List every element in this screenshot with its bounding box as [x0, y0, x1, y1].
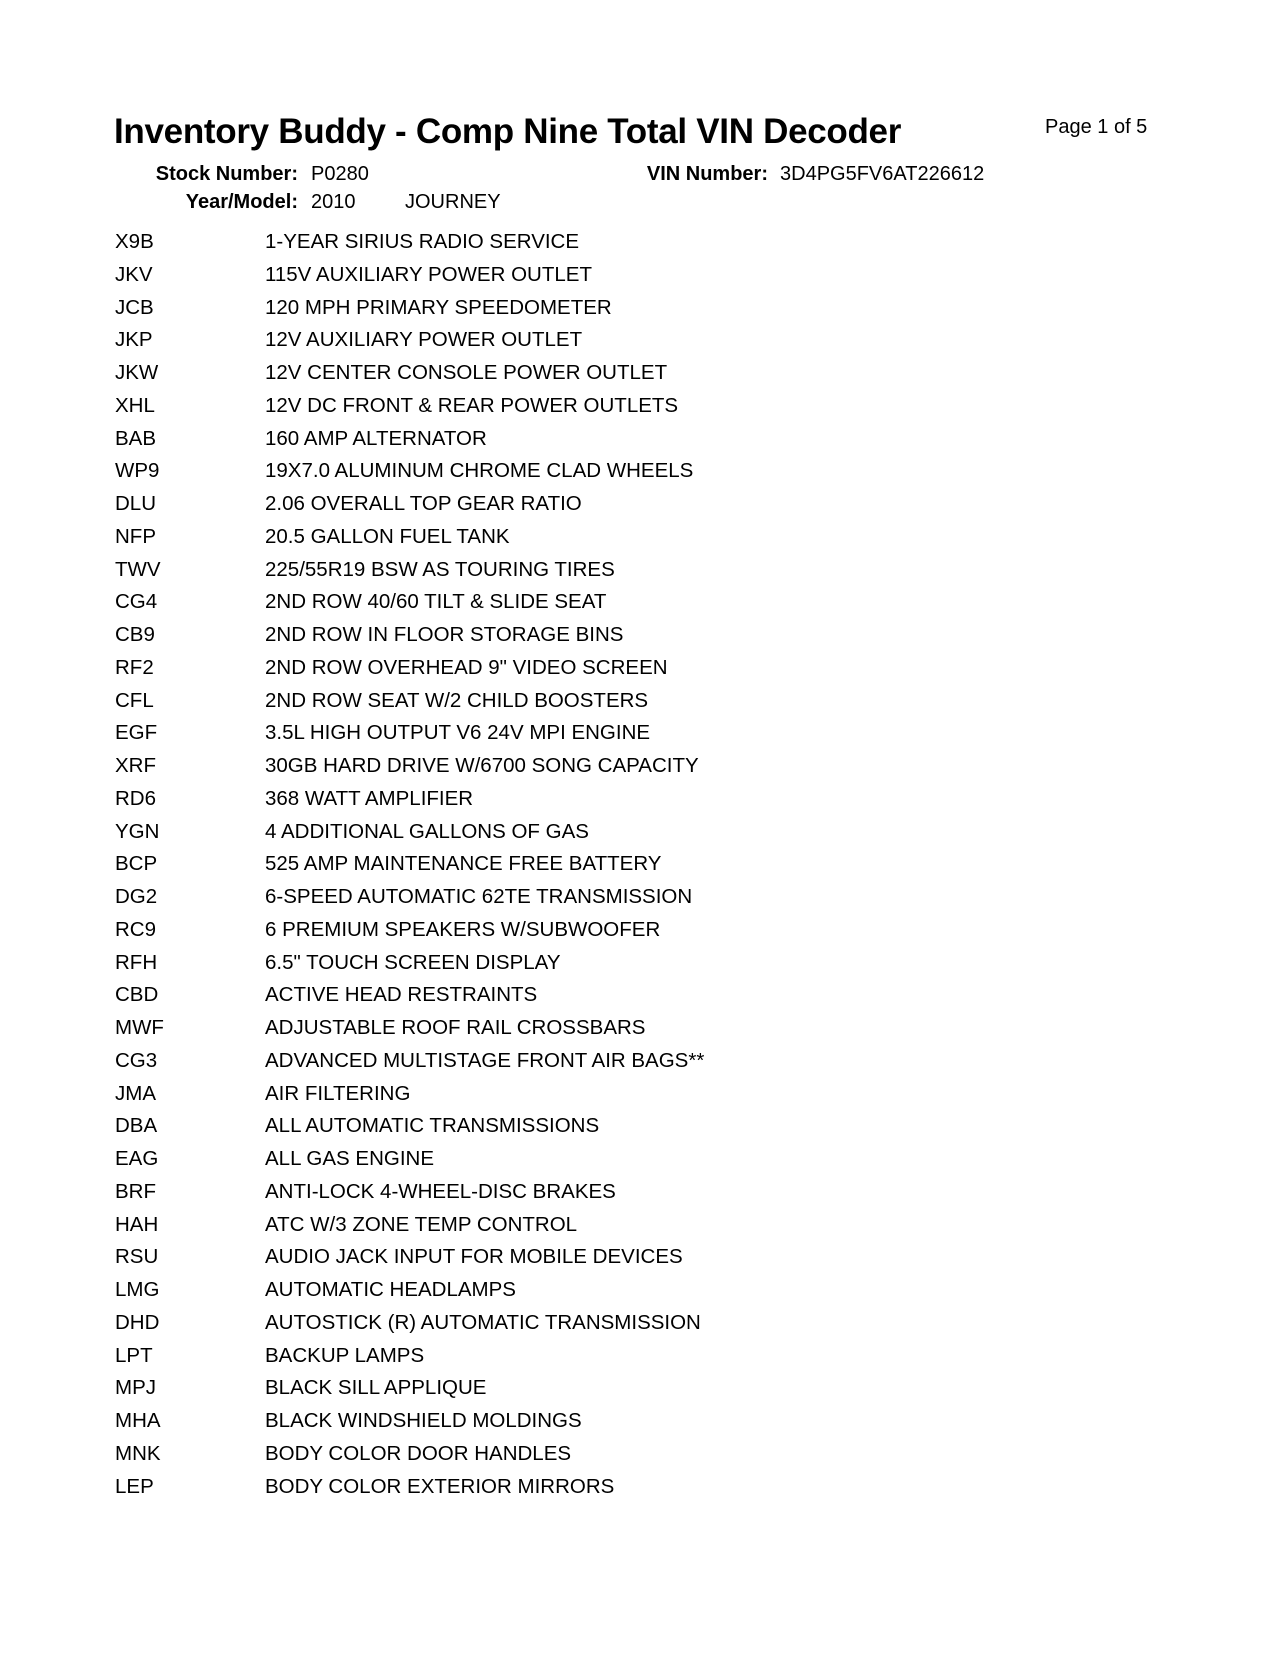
- option-description: 4 ADDITIONAL GALLONS OF GAS: [265, 819, 589, 843]
- option-code: YGN: [115, 819, 160, 843]
- option-description: 2ND ROW SEAT W/2 CHILD BOOSTERS: [265, 688, 649, 712]
- option-row: [115, 1180, 1015, 1213]
- option-description: BACKUP LAMPS: [265, 1343, 425, 1367]
- option-description: BODY COLOR DOOR HANDLES: [265, 1441, 572, 1465]
- option-description: 6-SPEED AUTOMATIC 62TE TRANSMISSION: [265, 885, 693, 908]
- option-code: MHA: [115, 1409, 161, 1432]
- option-code: XRF: [115, 754, 156, 777]
- option-code: JMA: [115, 1081, 156, 1105]
- option-code: CG4: [115, 590, 158, 614]
- option-code: RF2: [115, 655, 154, 679]
- option-code: JKW: [115, 361, 159, 384]
- option-description: 12V DC FRONT & REAR POWER OUTLETS: [265, 393, 679, 417]
- option-row: [115, 918, 1015, 951]
- option-description: BLACK SILL APPLIQUE: [265, 1376, 487, 1400]
- option-code: CBD: [115, 983, 159, 1007]
- option-code: MWF: [115, 1016, 164, 1039]
- option-row: [115, 689, 1015, 722]
- option-row: [115, 1344, 1015, 1377]
- option-code: BRF: [115, 1179, 156, 1203]
- option-description: ADJUSTABLE ROOF RAIL CROSSBARS: [265, 1016, 646, 1039]
- option-row: [115, 1409, 1015, 1442]
- option-code: JKP: [115, 328, 153, 352]
- option-code: LEP: [115, 1474, 154, 1498]
- option-code: CB9: [115, 623, 155, 646]
- option-description: ALL GAS ENGINE: [265, 1147, 434, 1170]
- option-description: BODY COLOR EXTERIOR MIRRORS: [265, 1474, 615, 1498]
- option-row: [115, 394, 1015, 427]
- option-row: [115, 885, 1015, 918]
- option-description: 19X7.0 ALUMINUM CHROME CLAD WHEELS: [265, 459, 694, 483]
- option-code: RC9: [115, 917, 157, 941]
- option-description: ATC W/3 ZONE TEMP CONTROL: [265, 1212, 578, 1236]
- option-code: JKV: [115, 262, 153, 286]
- option-code: X9B: [115, 230, 154, 253]
- option-description: 2.06 OVERALL TOP GEAR RATIO: [265, 492, 582, 515]
- option-row: [115, 1245, 1015, 1278]
- option-code: RSU: [115, 1245, 159, 1269]
- option-row: [115, 296, 1015, 329]
- option-row: [115, 623, 1015, 656]
- option-row: [115, 1082, 1015, 1115]
- option-description: 160 AMP ALTERNATOR: [265, 426, 487, 450]
- option-row: [115, 983, 1015, 1016]
- option-code: CG3: [115, 1048, 158, 1072]
- model-value: JOURNEY: [405, 191, 501, 213]
- option-code: BAB: [115, 426, 157, 450]
- year-value: 2010: [311, 191, 356, 213]
- option-description: AUTOMATIC HEADLAMPS: [265, 1278, 516, 1301]
- option-description: 12V CENTER CONSOLE POWER OUTLET: [265, 361, 668, 384]
- option-description: 3.5L HIGH OUTPUT V6 24V MPI ENGINE: [265, 721, 651, 745]
- option-row: [115, 787, 1015, 820]
- option-row: [115, 721, 1015, 754]
- option-code: HAH: [115, 1212, 159, 1236]
- option-description: ADVANCED MULTISTAGE FRONT AIR BAGS**: [265, 1048, 705, 1072]
- option-code: WP9: [115, 459, 160, 483]
- option-code: DLU: [115, 492, 157, 515]
- option-description: 30GB HARD DRIVE W/6700 SONG CAPACITY: [265, 754, 699, 777]
- vin-number-value: 3D4PG5FV6AT226612: [780, 163, 985, 185]
- option-row: [115, 656, 1015, 689]
- option-code: JCB: [115, 295, 154, 319]
- option-description: 115V AUXILIARY POWER OUTLET: [265, 262, 592, 286]
- option-row: [115, 492, 1015, 525]
- option-description: 368 WATT AMPLIFIER: [265, 786, 474, 810]
- option-description: 120 MPH PRIMARY SPEEDOMETER: [265, 295, 612, 319]
- option-description: 1-YEAR SIRIUS RADIO SERVICE: [265, 230, 580, 253]
- option-row: [115, 1213, 1015, 1246]
- option-code: MNK: [115, 1441, 161, 1465]
- option-row: [115, 361, 1015, 394]
- option-row: [115, 1442, 1015, 1475]
- option-row: [115, 852, 1015, 885]
- vin-number-label: VIN Number:: [646, 163, 768, 185]
- page-number: Page 1 of 5: [1045, 116, 1148, 138]
- option-code: DBA: [115, 1114, 158, 1138]
- option-description: ANTI-LOCK 4-WHEEL-DISC BRAKES: [265, 1179, 616, 1203]
- option-description: 6.5" TOUCH SCREEN DISPLAY: [265, 950, 561, 974]
- option-code: DG2: [115, 885, 158, 908]
- option-description: 225/55R19 BSW AS TOURING TIRES: [265, 557, 615, 581]
- option-code: XHL: [115, 393, 155, 417]
- option-row: [115, 263, 1015, 296]
- option-description: 2ND ROW 40/60 TILT & SLIDE SEAT: [265, 590, 607, 614]
- option-row: [115, 230, 1015, 263]
- option-code: TWV: [115, 557, 161, 581]
- page-title: Inventory Buddy - Comp Nine Total VIN Decoder: [114, 112, 902, 151]
- option-description: 20.5 GALLON FUEL TANK: [265, 524, 510, 548]
- option-code: DHD: [115, 1310, 160, 1334]
- option-description: 2ND ROW IN FLOOR STORAGE BINS: [265, 623, 624, 646]
- option-code: NFP: [115, 524, 156, 548]
- year-model-label: Year/Model:: [185, 191, 298, 213]
- option-row: [115, 328, 1015, 361]
- option-row: [115, 1311, 1015, 1344]
- option-description: ALL AUTOMATIC TRANSMISSIONS: [265, 1114, 600, 1138]
- option-row: [115, 525, 1015, 558]
- option-row: [115, 1049, 1015, 1082]
- stock-number-value: P0280: [311, 163, 369, 185]
- option-description: AUTOSTICK (R) AUTOMATIC TRANSMISSION: [265, 1310, 701, 1334]
- option-code: RFH: [115, 950, 158, 974]
- option-description: 2ND ROW OVERHEAD 9" VIDEO SCREEN: [265, 655, 668, 679]
- stock-number-label: Stock Number:: [155, 163, 298, 185]
- option-code: EAG: [115, 1147, 159, 1170]
- option-row: [115, 459, 1015, 492]
- option-description: AUDIO JACK INPUT FOR MOBILE DEVICES: [265, 1245, 683, 1269]
- option-row: [115, 1114, 1015, 1147]
- option-description: 525 AMP MAINTENANCE FREE BATTERY: [265, 852, 662, 876]
- option-code-list: [115, 230, 1015, 1507]
- option-code: LMG: [115, 1278, 160, 1301]
- option-description: 12V AUXILIARY POWER OUTLET: [265, 328, 583, 352]
- option-code: LPT: [115, 1343, 153, 1367]
- option-row: [115, 1475, 1015, 1508]
- option-row: [115, 1147, 1015, 1180]
- option-row: [115, 754, 1015, 787]
- option-code: EGF: [115, 721, 158, 745]
- option-row: [115, 1016, 1015, 1049]
- option-description: 6 PREMIUM SPEAKERS W/SUBWOOFER: [265, 917, 661, 941]
- option-row: [115, 951, 1015, 984]
- option-row: [115, 427, 1015, 460]
- option-code: CFL: [115, 688, 154, 712]
- option-code: RD6: [115, 786, 157, 810]
- option-row: [115, 1376, 1015, 1409]
- option-code: BCP: [115, 852, 158, 876]
- option-description: ACTIVE HEAD RESTRAINTS: [265, 983, 538, 1007]
- option-row: [115, 820, 1015, 853]
- option-row: [115, 558, 1015, 591]
- option-row: [115, 590, 1015, 623]
- option-code: MPJ: [115, 1376, 156, 1400]
- option-description: BLACK WINDSHIELD MOLDINGS: [265, 1409, 582, 1432]
- option-row: [115, 1278, 1015, 1311]
- option-description: AIR FILTERING: [265, 1081, 411, 1105]
